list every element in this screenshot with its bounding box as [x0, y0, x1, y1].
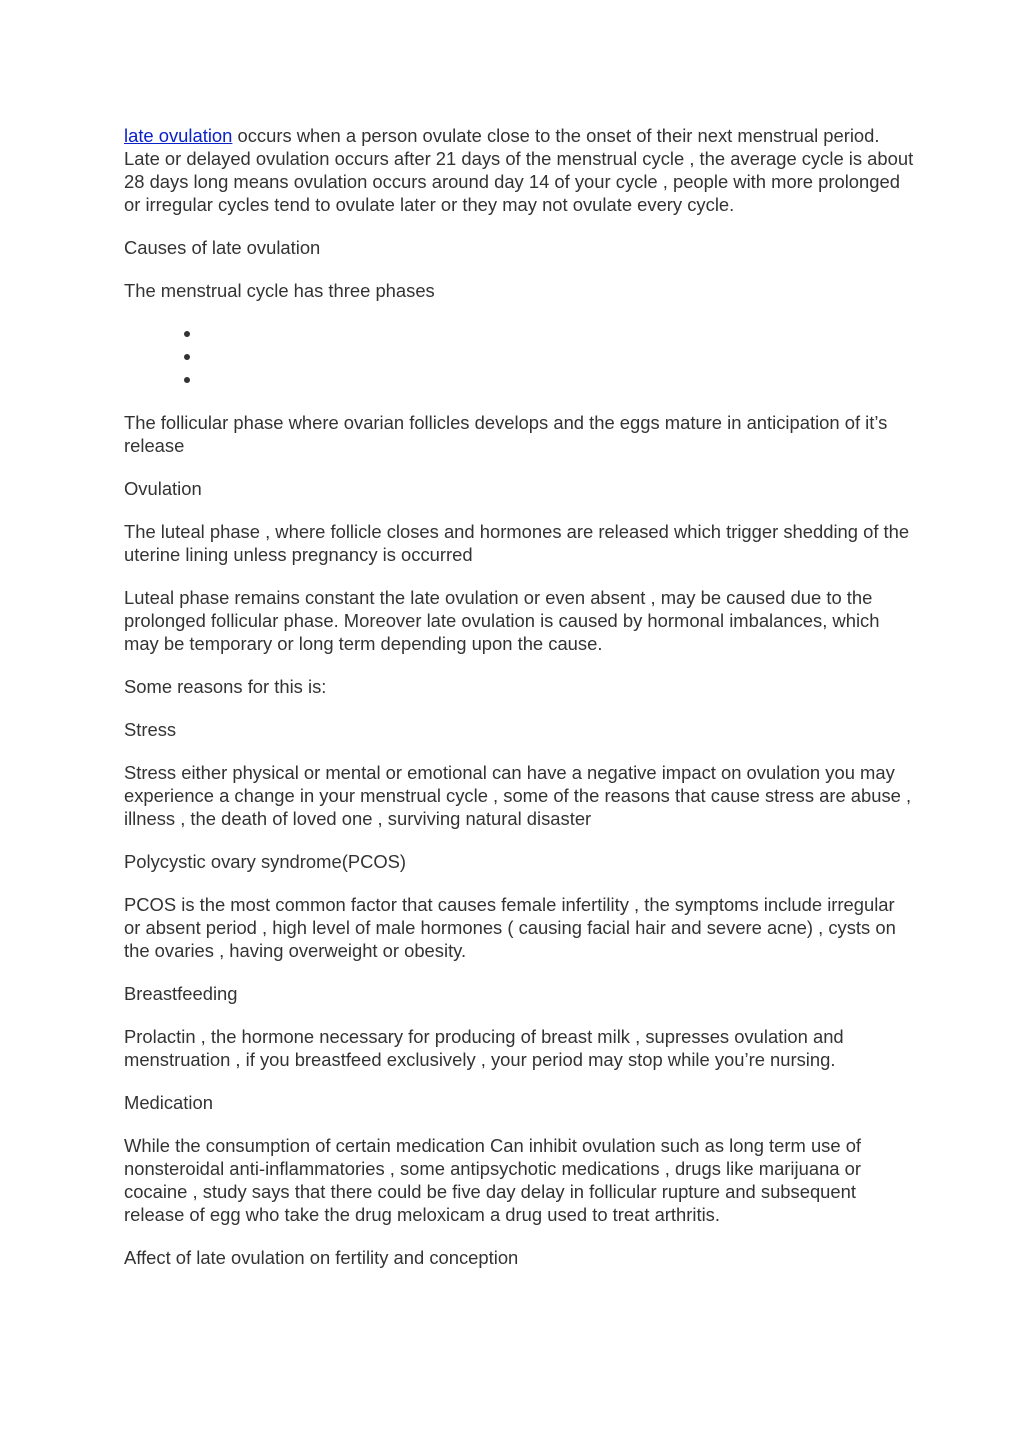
- luteal-paragraph: The luteal phase , where follicle closes and hormones are released which trigger shedding of the uterine lining unless pregnancy is occurred: [124, 521, 910, 565]
- bullet-item: [184, 322, 914, 345]
- late-ovulation-link[interactable]: late ovulation: [124, 125, 233, 146]
- affect-heading: Affect of late ovulation on fertility and conception: [124, 1247, 519, 1268]
- causes-heading: Causes of late ovulation: [124, 237, 321, 258]
- intro-paragraph: [124, 124, 914, 216]
- follicular-paragraph: The follicular phase where ovarian follicles develops and the eggs mature in anticipation of it’s release: [124, 412, 888, 456]
- bullet-item: [184, 345, 914, 368]
- medication-paragraph: While the consumption of certain medication Can inhibit ovulation such as long term use of nonsteroidal anti-inflammatories , some antipsychotic medications , drugs like marijuana or cocaine , study says that there could be five day delay in follicular rupture and subsequent release of egg who take the drug meloxicam a drug used to treat arthritis.: [124, 1135, 862, 1225]
- pcos-heading: Polycystic ovary syndrome(PCOS): [124, 851, 407, 872]
- reasons-intro: Some reasons for this is:: [124, 676, 327, 697]
- breastfeeding-paragraph: Prolactin , the hormone necessary for producing of breast milk , supresses ovulation and menstruation , if you breastfeed exclusively , your period may stop while you’re nursing.: [124, 1026, 844, 1070]
- phases-bullet-list: [124, 322, 914, 391]
- phases-intro: The menstrual cycle has three phases: [124, 280, 435, 301]
- breastfeeding-heading: Breastfeeding: [124, 983, 238, 1004]
- luteal-constant-paragraph: Luteal phase remains constant the late ovulation or even absent , may be caused due to the prolonged follicular phase. Moreover late ovulation is caused by hormonal imbalances, which may be temporary or long term depending upon the cause.: [124, 587, 880, 654]
- intro-text: occurs when a person ovulate close to the onset of their next menstrual period. Late or delayed ovulation occurs after 21 days of the menstrual cycle , the average cycle is about 28 days long means ovulation occurs around day 14 of your cycle , people with more prolonged or irregular cycles tend to ovulate later or they may not ovulate every cycle.: [124, 125, 914, 215]
- bullet-item: [184, 368, 914, 391]
- stress-heading: Stress: [124, 719, 177, 740]
- medication-heading: Medication: [124, 1092, 213, 1113]
- document-page: [124, 124, 914, 1289]
- pcos-paragraph: PCOS is the most common factor that causes female infertility , the symptoms include irregular or absent period , high level of male hormones ( causing facial hair and severe acne) , cysts on the ovaries , having overweight or obesity.: [124, 894, 896, 961]
- stress-paragraph: Stress either physical or mental or emotional can have a negative impact on ovulation you may experience a change in your menstrual cycle , some of the reasons that cause stress are abuse , illness , the death of loved one , surviving natural disaster: [124, 762, 912, 829]
- ovulation-heading: Ovulation: [124, 478, 202, 499]
